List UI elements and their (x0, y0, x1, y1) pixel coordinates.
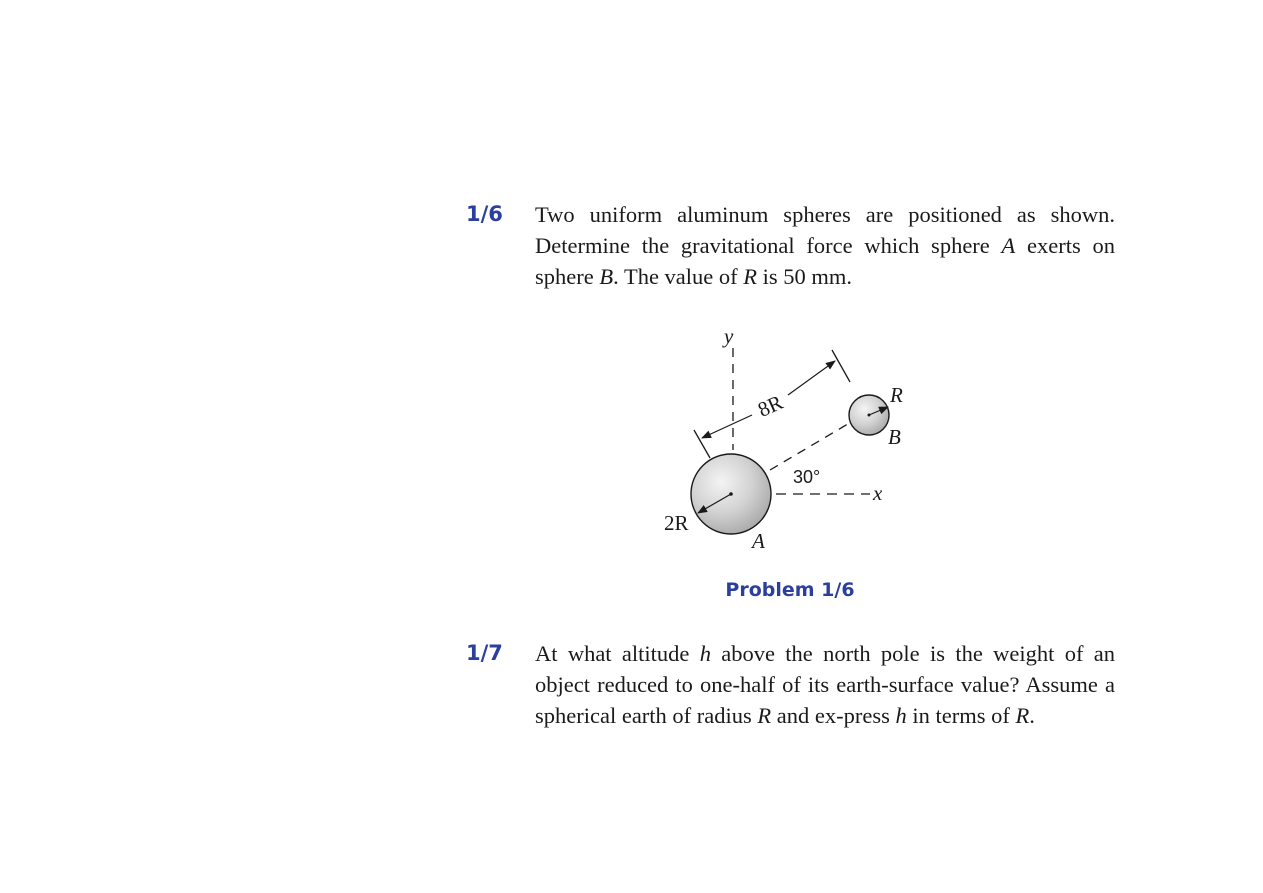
text-fragment: . The value of (613, 264, 744, 289)
problem-statement (535, 638, 1115, 731)
text-fragment: exerts on sphere (535, 233, 1115, 289)
extension-line-a (694, 430, 710, 458)
symbol-b: B (599, 264, 614, 289)
dimension-arrow-left (702, 415, 752, 438)
symbol-r: R (757, 703, 772, 728)
text-fragment: and ex-press (771, 703, 896, 728)
problem-1-6 (466, 199, 1116, 299)
center-line (770, 418, 858, 470)
problem-1-7 (466, 638, 1116, 768)
text-fragment: above the north pole is the weight of an object reduced to one-half of its earth-surface value? Assume a spherical earth of radius (535, 641, 1115, 728)
figure-caption: Problem 1/6 (725, 579, 855, 601)
text-fragment: Two uniform aluminum spheres are positioned as shown. Determine the gravitational force which sphere (535, 202, 1115, 258)
distance-label: 8R (754, 389, 787, 422)
angle-label: 30° (793, 467, 821, 487)
text-fragment: is 50 mm. (757, 264, 853, 289)
problem-statement (535, 199, 1115, 292)
problem-number: 1/6 (466, 202, 503, 226)
extension-line-b (832, 350, 850, 382)
sphere-b-label: B (888, 425, 901, 449)
sphere-a-label: A (752, 529, 765, 553)
dimension-arrow-right (788, 361, 835, 395)
small-radius-label: R (890, 383, 903, 407)
large-radius-label: 2R (664, 511, 689, 535)
symbol-a: A (1001, 233, 1016, 258)
symbol-r: R (1015, 703, 1030, 728)
problem-figure (640, 320, 940, 560)
text-fragment: At what altitude (535, 641, 700, 666)
y-axis-label: y (724, 324, 734, 348)
text-fragment: in terms of (906, 703, 1016, 728)
symbol-r: R (743, 264, 758, 289)
text-fragment: . (1029, 703, 1035, 728)
problem-number: 1/7 (466, 641, 503, 665)
symbol-h: h (895, 703, 907, 728)
symbol-h: h (699, 641, 711, 666)
spheres-diagram (640, 320, 940, 560)
x-axis-label: x (873, 481, 883, 505)
